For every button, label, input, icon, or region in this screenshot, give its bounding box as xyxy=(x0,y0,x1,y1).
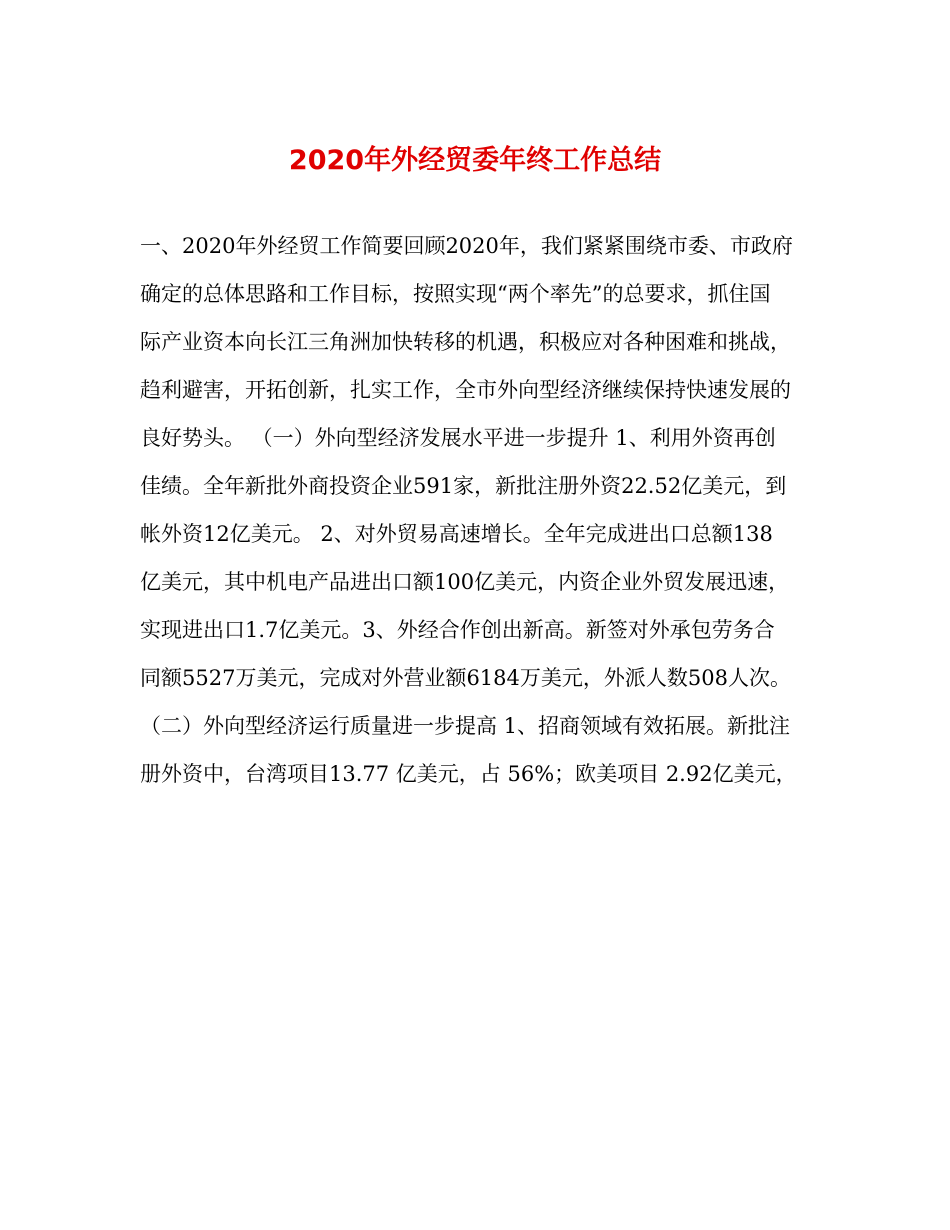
body-line: 趋利避害，开拓创新，扎实工作，全市外向型经济继续保持快速发展的 xyxy=(140,378,791,402)
body-line: 佳绩。全年新批外商投资企业591家，新批注册外资22.52亿美元，到 xyxy=(140,474,787,498)
body-line: 一、2020年外经贸工作简要回顾2020年，我们紧紧围绕市委、市政府 xyxy=(140,234,793,258)
body-line: 册外资中，台湾项目13.77 亿美元，占 56%；欧美项目 2.92亿美元， xyxy=(140,762,797,786)
body-line: 实现进出口1.7亿美元。3、外经合作创出新高。新签对外承包劳务合 xyxy=(140,618,775,642)
body-line: 帐外资12亿美元。 2、对外贸易高速增长。全年完成进出口总额138 xyxy=(140,522,773,546)
body-line: 同额5527万美元，完成对外营业额6184万美元，外派人数508人次。 xyxy=(140,666,791,690)
body-line: 际产业资本向长江三角洲加快转移的机遇，积极应对各种困难和挑战， xyxy=(140,330,791,354)
body-line: 亿美元，其中机电产品进出口额100亿美元，内资企业外贸发展迅速， xyxy=(140,570,790,594)
body-line: 确定的总体思路和工作目标，按照实现“两个率先”的总要求，抓住国 xyxy=(140,282,771,306)
document-title: 2020年外经贸委年终工作总结 xyxy=(288,145,662,176)
document-body xyxy=(140,228,820,804)
body-line: （二）外向型经济运行质量进一步提高 1、招商领域有效拓展。新批注 xyxy=(140,714,791,738)
body-line: 良好势头。 （一）外向型经济发展水平进一步提升 1、利用外资再创 xyxy=(140,426,776,450)
